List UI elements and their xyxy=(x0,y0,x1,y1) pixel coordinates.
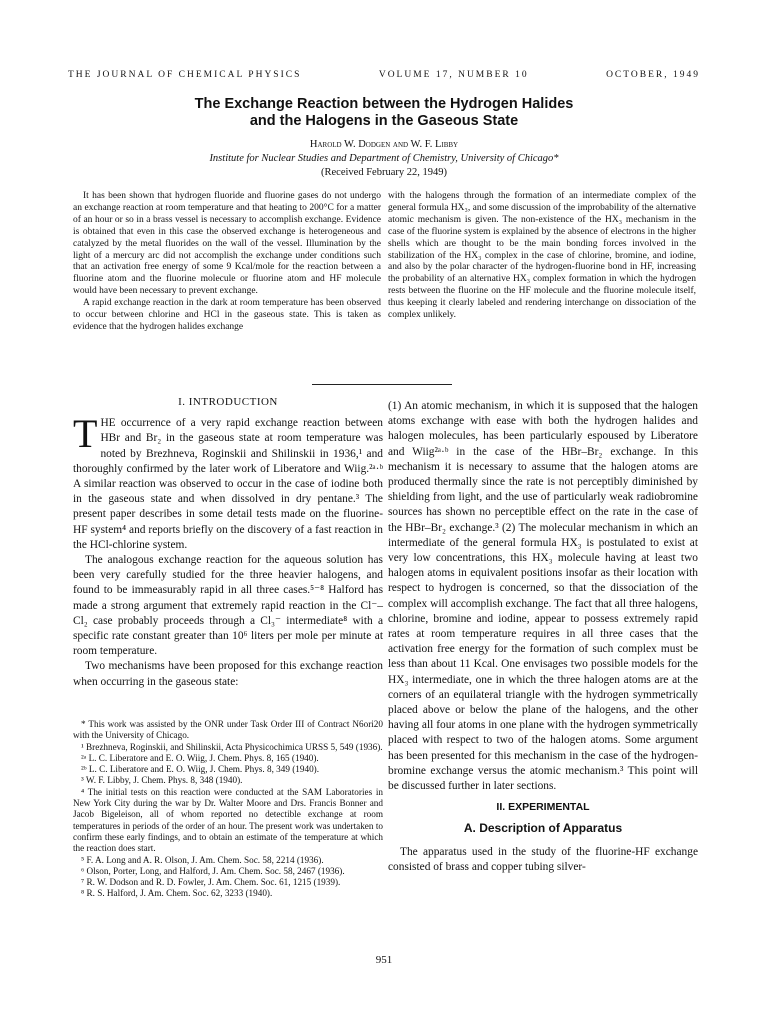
abstract-paragraph: with the halogens through the formation of an intermediate complex of the general formula HX₃, and some discussion of the improbability of the alternative atomic mechanism is given. The non-existence of the HX₃ mechanism in the case of the fluorine system is explained by the absence of electrons in the higher shells which are thought to be the main bonding forces involved in the stabilization of the HX₃ complex in the case of chlorine, bromine, and iodine, and also by the polar character of the hydrogen-fluorine bond in HF, increasing the probability of an alternative HX₃ complex formation in which the hydrogen rests between the fluorine on the HF molecule and the fluorine molecule itself, thus keeping it clearly labeled and rendering interchange on dissociation of the complex unlikely. xyxy=(388,191,696,321)
intro-paragraph-2: The analogous exchange reaction for the aqueous solution has been very carefully studied for the three heavier halogens, and found to be immeasurably rapid in all three cases.⁵⁻⁸ Halford has made a strong argument that extremely rapid reaction in the Cl⁻–Cl₂ case probably proceeds through a Cl₃⁻ intermediate⁸ with a specific rate constant greater than 10⁶ liters per mole per minute at room temperature. xyxy=(73,554,383,658)
section-heading-introduction: I. INTRODUCTION xyxy=(178,396,278,408)
affiliation: Institute for Nuclear Studies and Department of Chemistry, University of Chicago* xyxy=(209,153,559,164)
footnote: ⁸ R. S. Halford, J. Am. Chem. Soc. 62, 3233 (1940). xyxy=(81,888,273,899)
issue-date: OCTOBER, 1949 xyxy=(606,70,700,80)
footnote: ²ᵃ L. C. Liberatore and E. O. Wiig, J. Chem. Phys. 8, 165 (1940). xyxy=(81,752,319,763)
apparatus-paragraph: The apparatus used in the study of the fluorine-HF exchange consisted of brass and copper tubing silver- xyxy=(388,845,698,873)
abstract-left-column xyxy=(73,191,381,334)
authors: Harold W. Dodgen and W. F. Libby xyxy=(309,139,459,150)
footnote: ⁶ Olson, Porter, Long, and Halford, J. Am. Chem. Soc. 58, 2467 (1936). xyxy=(81,865,345,876)
section-divider xyxy=(312,384,452,385)
drop-cap: T xyxy=(73,411,98,457)
intro-text: HE occurrence of a very rapid exchange reaction between HBr and Br₂ in the gaseous state at room temperature was noted by Brezhneva, Roginskii and Shilinskii in 1936,¹ and thoroughly confirmed by the later work of Liberatore and Wiig.²ᵃ·ᵇ A similar reaction was observed to occur in the case of iodine both in the gaseous state and when dissolved in dry pentane.³ The present paper describes in some detail tests made on the fluorine-HF system⁴ and reports briefly on the discovery of a fast reaction in the HCl-chlorine system. xyxy=(73,417,383,551)
section-heading-experimental: II. EXPERIMENTAL xyxy=(496,801,590,814)
abstract-paragraph: A rapid exchange reaction in the dark at room temperature has been observed to occur between chlorine and HCl in the gaseous state. This is taken as evidence that the hydrogen halides exchange xyxy=(73,298,381,332)
abstract-paragraph: It has been shown that hydrogen fluoride and fluorine gases do not undergo an exchange reaction at room temperature and that heating to 200°C for a matter of an hour or so in a brass vessel is necessary to accomplish exchange. Evidence is obtained that even in this case the observed exchange is heterogeneous and catalyzed by the metal fluorides on the wall of the vessel. Illumination by the light of a mercury arc did not accomplish the exchange under conditions such that an activation free energy of some 9 Kcal/mole for the reaction between a fluorine atom and the fluorine molecule or fluorine atom and HF molecule would have been necessary to prevent exchange. xyxy=(73,191,381,297)
running-head xyxy=(68,70,700,84)
mechanism-paragraph: (1) An atomic mechanism, in which it is supposed that the halogen atoms exchange with ease with both the hydrogen halides and halogen molecules, has been particularly espoused by Liberatore and Wiig²ᵃ·ᵇ in the case of the HBr–Br₂ exchange. In this mechanism it is necessary to assume that the halogen atoms are produced thermally since the rate is not perceptibly diminished by shielding from light, and the use of particularly weak radiobromine sources has shown no perceptible effect on the rate in the case of the HBr–Br₂ exchange.³ (2) The molecular mechanism in which an intermediate of the general formula HX₃ is postulated to exist at very low concentrations, this HX₃ molecule having at least two halogen atoms in equivalent positions insofar as their location with respect to hydrogen is concerned, so that the dissociation of the complex will accomplish exchange. The fact that all three halogens, chlorine, bromine and iodine, appear to possess extremely rapid rates at room temperature requires in all three cases that the activation free energy for the formation of such complex must be less than about 11 Kcal. One envisages two possible models for the HX₃ intermediate, one in which the three halogen atoms are at the corners of an equilateral triangle with the hydrogen symmetrically placed above or below the plane of the halogens, and the other having all four atoms in one plane with the hydrogen symmetrically placed with respect to two of the halogen atoms. Some argument has been presented for this mechanism in the case of the hydrogen-bromine exchange versus the atomic mechanism.³ This point will be discussed further in later sections. xyxy=(388,400,698,793)
article-title xyxy=(0,96,768,130)
right-column xyxy=(388,399,698,875)
footnote: ³ W. F. Libby, J. Chem. Phys. 8, 348 (1940). xyxy=(81,775,243,786)
footnote: ⁴ The initial tests on this reaction were conducted at the SAM Laboratories in New York City during the war by Dr. Walter Moore and Drs. Francis Bonner and Jacob Bigeleison, all of whom reported no detectible exchange at room temperatures in periods of the order of an hour. The present work was undertaken to confirm these early findings, and to obtain an estimate of the temperature at which the reaction does start. xyxy=(73,786,383,854)
page-number: 951 xyxy=(375,954,393,966)
intro-paragraph-1 xyxy=(73,411,383,553)
title-line-2: and the Halogens in the Gaseous State xyxy=(249,113,519,129)
footnote: ⁵ F. A. Long and A. R. Olson, J. Am. Chem. Soc. 58, 2214 (1936). xyxy=(81,854,324,865)
footnote: ²ᵇ L. C. Liberatore and E. O. Wiig, J. Chem. Phys. 8, 349 (1940). xyxy=(81,764,320,775)
volume-number: VOLUME 17, NUMBER 10 xyxy=(378,70,529,80)
abstract-right-column xyxy=(388,191,696,322)
left-column xyxy=(73,395,383,690)
footnote: * This work was assisted by the ONR under Task Order III of Contract N6ori20 with the University of Chicago. xyxy=(73,719,383,741)
received-date: (Received February 22, 1949) xyxy=(321,167,447,178)
intro-paragraph-3: Two mechanisms have been proposed for this exchange reaction when occurring in the gaseous state: xyxy=(73,660,383,688)
footnotes xyxy=(73,719,383,900)
footnote: ¹ Brezhneva, Roginskii, and Shilinskii, Acta Physicochimica URSS 5, 549 (1936). xyxy=(81,741,383,752)
journal-name: THE JOURNAL OF CHEMICAL PHYSICS xyxy=(68,70,302,80)
subsection-heading-apparatus: A. Description of Apparatus xyxy=(463,821,623,836)
title-line-1: The Exchange Reaction between the Hydrogen Halides xyxy=(194,96,574,112)
footnote: ⁷ R. W. Dodson and R. D. Fowler, J. Am. Chem. Soc. 61, 1215 (1939). xyxy=(81,877,341,888)
